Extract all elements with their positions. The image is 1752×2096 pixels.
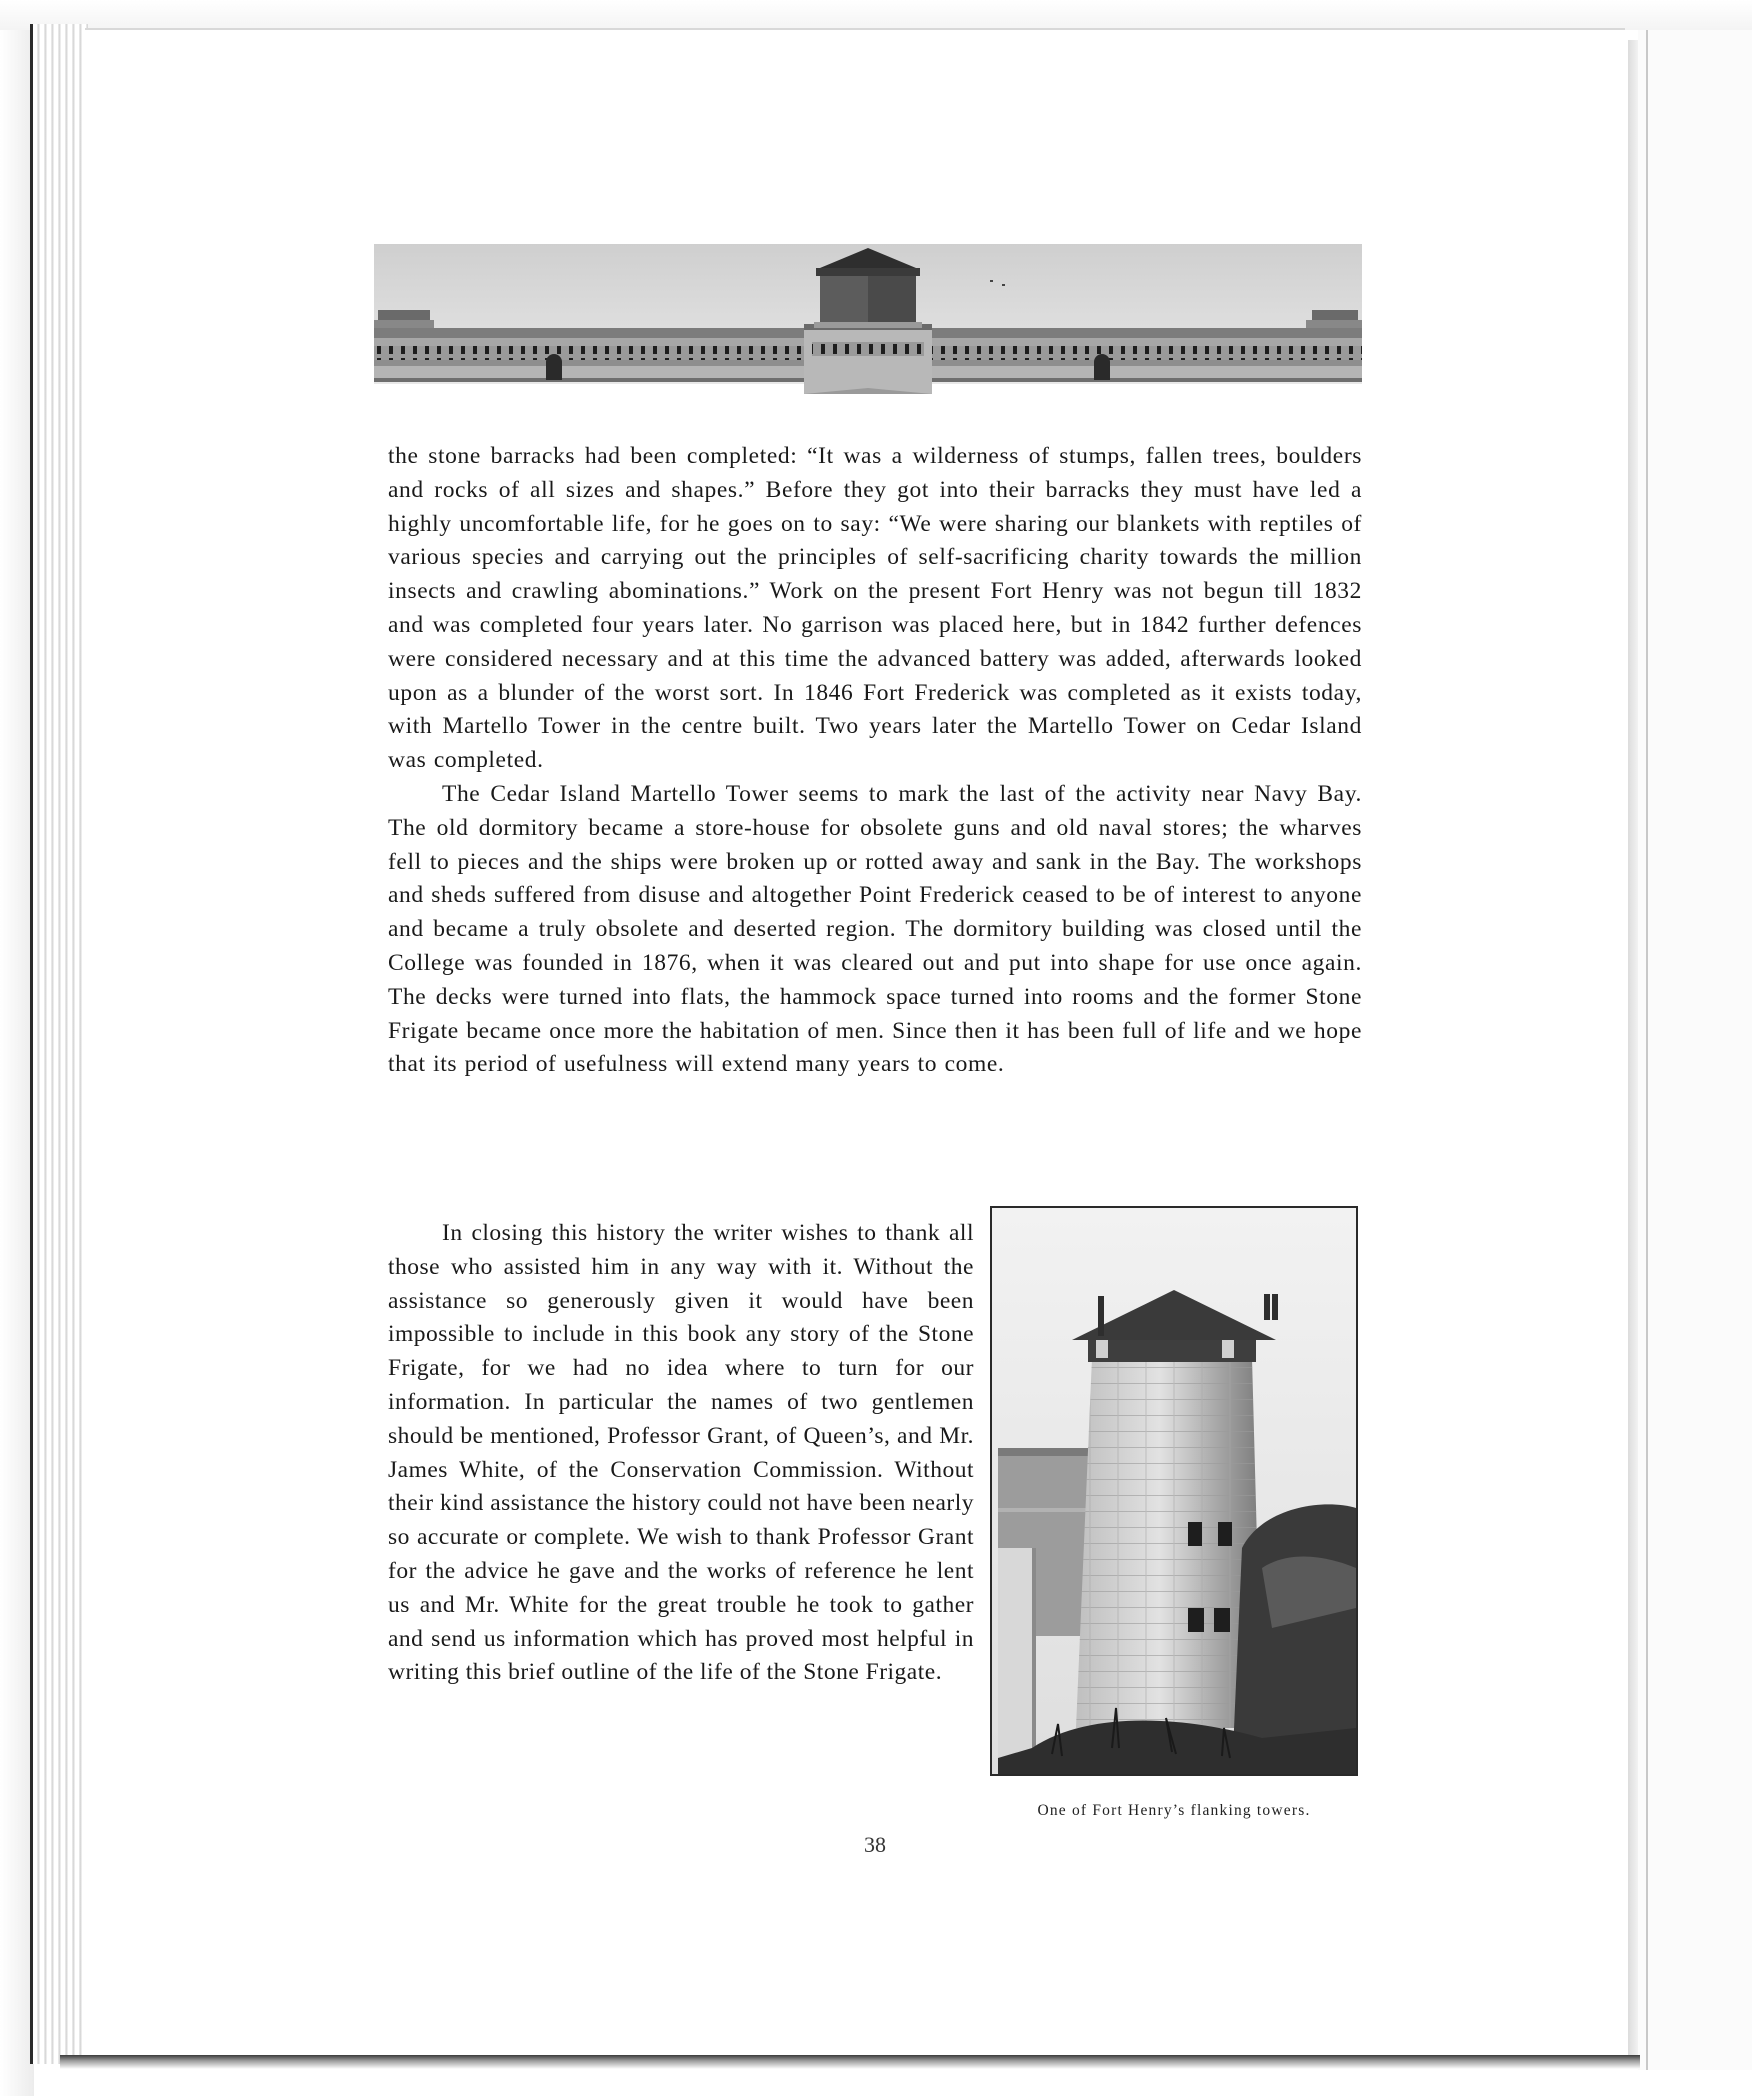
- book-gutter: [1628, 40, 1638, 2060]
- article-body: [388, 440, 1362, 1082]
- facing-page: [1638, 30, 1752, 2070]
- scan-margin: [0, 0, 34, 2096]
- scan-top-edge: [0, 0, 1752, 30]
- paragraph-3: In closing this history the writer wishes to thank all those who assisted him in any way with it. Without the assistance so generously given it would have been impossible to include in this book any story of the Stone Frigate, for we had no idea where to turn for our information. In particular the names of two gentlemen should be mentioned, Professor Grant, of Queen’s, and Mr. James White, of the Conservation Commission. Without their kind assistance the history could not have been nearly so accurate or complete. We wish to thank Professor Grant for the advice he gave and the works of reference he lent us and Mr. White for the great trouble he took to gather and send us information which has proved most helpful in writing this brief outline of the life of the Stone Frigate.: [388, 1220, 974, 1686]
- fort-panorama-image: [374, 244, 1362, 396]
- photo-caption: One of Fort Henry’s flanking towers.: [1037, 1802, 1311, 1819]
- book-page-edges: [30, 24, 88, 2064]
- tower-photograph: [992, 1208, 1356, 1774]
- book-bottom-edge: [60, 2055, 1640, 2069]
- martello-tower-photo: [990, 1206, 1358, 1776]
- fort-panorama-illustration: [374, 244, 1362, 396]
- paragraph-2: The Cedar Island Martello Tower seems to mark the last of the activity near Navy Bay. The old dormitory became a store-house for obsolete guns and old naval stores; the wharves fell to pieces and the ships were broken up or rotted away and sank in the Bay. The workshops and sheds suffered from disuse and altogether Point Frederick ceased to be of interest to anyone and became a truly obsolete and deserted region. The dormitory building was closed until the College was founded in 1876, when it was cleared out and put into shape for use once again. The decks were turned into flats, the hammock space turned into rooms and the former Stone Frigate became once more the habitation of men. Since then it has been full of life and we hope that its period of usefulness will extend many years to come.: [388, 780, 1362, 1078]
- page-number: 38: [864, 1832, 886, 1857]
- paragraph-1: the stone barracks had been completed: “It was a wilderness of stumps, fallen trees, boulders and rocks of all sizes and shapes.” Before they got into their barracks they must have led a highly uncomfortable life, for he goes on to say: “We were sharing our blankets with reptiles of various species and carrying out the principles of self-sacrificing charity towards the million insects and crawling abominations.” Work on the present Fort Henry was not begun till 1832 and was completed four years later. No garrison was placed here, but in 1842 further defences were considered necessary and at this time the advanced battery was added, afterwards looked upon as a blunder of the worst sort. In 1846 Fort Frederick was completed as it exists today, with Martello Tower in the centre built. Two years later the Martello Tower on Cedar Island was completed.: [388, 443, 1362, 774]
- article-body-continued: [388, 1217, 974, 1690]
